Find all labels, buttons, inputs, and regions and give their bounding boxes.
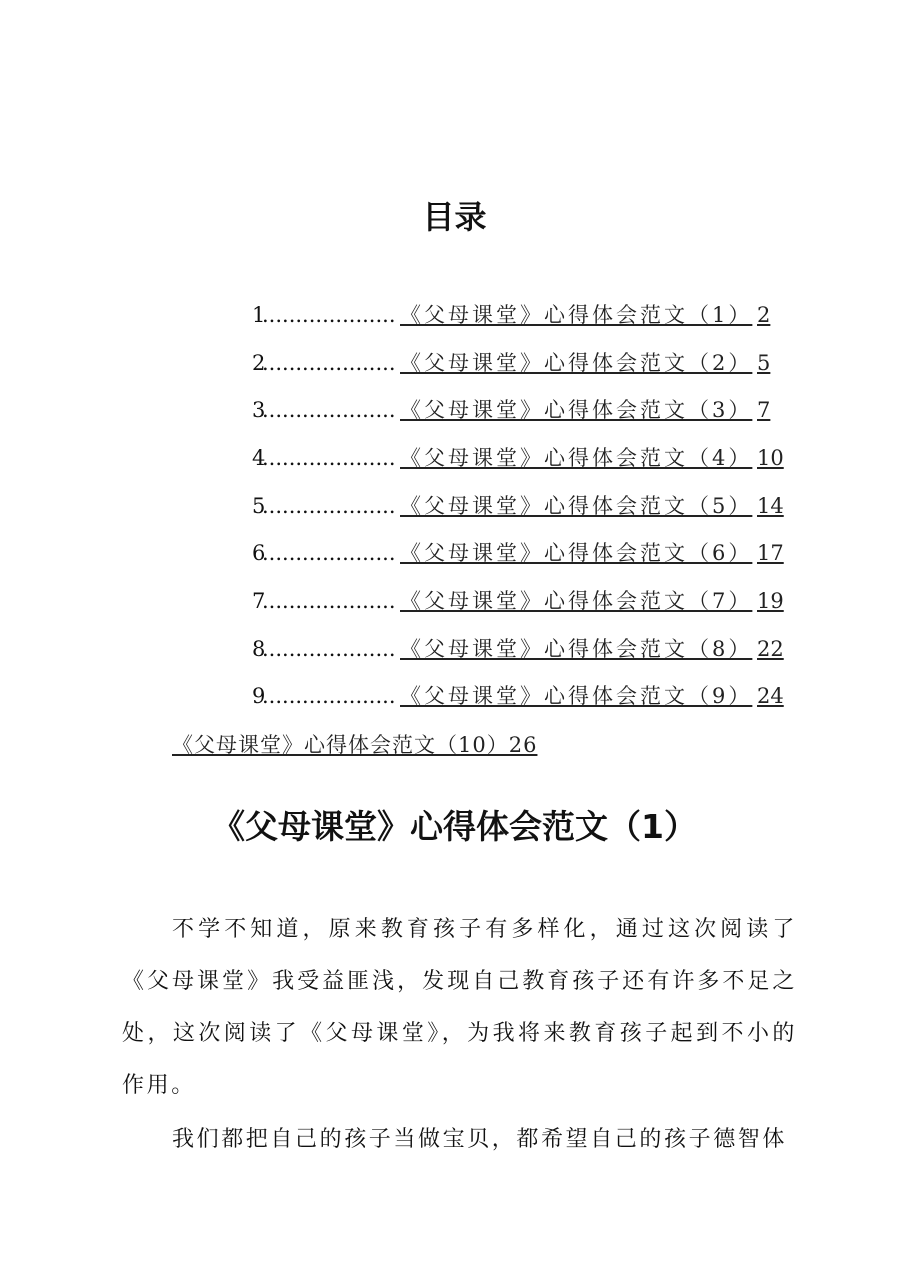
toc-entry-leader: .................... xyxy=(262,541,396,565)
toc-entry-leader: .................... xyxy=(262,684,396,708)
toc-entry[interactable] xyxy=(252,394,770,426)
paragraph: 我们都把自己的孩子当做宝贝，都希望自己的孩子德智体 xyxy=(172,1127,788,1152)
toc-entry-leader: .................... xyxy=(262,446,396,470)
toc-entry-leader: .................... xyxy=(262,494,396,518)
toc-entry-number: 8 xyxy=(252,637,266,661)
toc-entry-link[interactable]: 《父母课堂》心得体会范文（4） xyxy=(400,446,753,470)
toc-entry-link[interactable]: 《父母课堂》心得体会范文（1） xyxy=(400,303,753,327)
toc-entry-page[interactable]: 5 xyxy=(757,351,771,375)
toc-entry-leader: .................... xyxy=(262,637,396,661)
toc-entry-leader: .................... xyxy=(262,303,396,327)
toc-entry[interactable] xyxy=(252,585,784,617)
toc-entry-number: 5 xyxy=(252,494,266,518)
toc-entry[interactable] xyxy=(252,442,784,474)
toc-entry-page[interactable]: 22 xyxy=(757,637,784,661)
toc-entry-page[interactable]: 2 xyxy=(757,303,771,327)
toc-entry-link[interactable]: 《父母课堂》心得体会范文（3） xyxy=(400,398,753,422)
toc-entry-leader: .................... xyxy=(262,398,396,422)
toc-entry-number: 6 xyxy=(252,541,266,565)
toc-entry[interactable] xyxy=(252,680,784,712)
toc-entry-last-link[interactable]: 《父母课堂》心得体会范文（10）26 xyxy=(172,733,538,757)
toc-entry[interactable] xyxy=(252,633,784,665)
toc-entry[interactable] xyxy=(252,347,770,379)
toc-entry-link[interactable]: 《父母课堂》心得体会范文（5） xyxy=(400,494,753,518)
toc-entry-link[interactable]: 《父母课堂》心得体会范文（8） xyxy=(400,637,753,661)
toc-entry-page[interactable]: 17 xyxy=(757,541,784,565)
toc-entry-page[interactable]: 7 xyxy=(757,398,771,422)
toc-entry-leader: .................... xyxy=(262,351,396,375)
toc-entry-link[interactable]: 《父母课堂》心得体会范文（9） xyxy=(400,684,753,708)
toc-entry-link[interactable]: 《父母课堂》心得体会范文（7） xyxy=(400,589,753,613)
section-title: 《父母课堂》心得体会范文（1） xyxy=(212,807,697,846)
toc-entry-page[interactable]: 14 xyxy=(757,494,784,518)
toc-entry[interactable] xyxy=(252,537,784,569)
toc-entry-number: 7 xyxy=(252,589,266,613)
paragraph: 不学不知道，原来教育孩子有多样化，通过这次阅读了《父母课堂》我受益匪浅，发现自己教育孩子还有许多不足之处，这次阅读了《父母课堂》，为我将来教育孩子起到不小的作用。 xyxy=(122,917,797,1098)
toc-entry-number: 4 xyxy=(252,446,266,470)
toc-title: 目录 xyxy=(422,198,487,236)
toc-entry-page[interactable]: 10 xyxy=(757,446,784,470)
toc-entry-number: 2 xyxy=(252,351,266,375)
toc-entry-link[interactable]: 《父母课堂》心得体会范文（6） xyxy=(400,541,753,565)
toc-entry-number: 9 xyxy=(252,684,266,708)
toc-entry-leader: .................... xyxy=(262,589,396,613)
toc-entry-number: 1 xyxy=(252,303,266,327)
toc-entry-page[interactable]: 19 xyxy=(757,589,784,613)
body-text xyxy=(122,904,797,1166)
toc-entry-link[interactable]: 《父母课堂》心得体会范文（2） xyxy=(400,351,753,375)
toc-entry-page[interactable]: 24 xyxy=(757,684,784,708)
toc-entry-number: 3 xyxy=(252,398,266,422)
toc-entry[interactable] xyxy=(252,490,784,522)
toc-entry[interactable] xyxy=(252,299,770,331)
